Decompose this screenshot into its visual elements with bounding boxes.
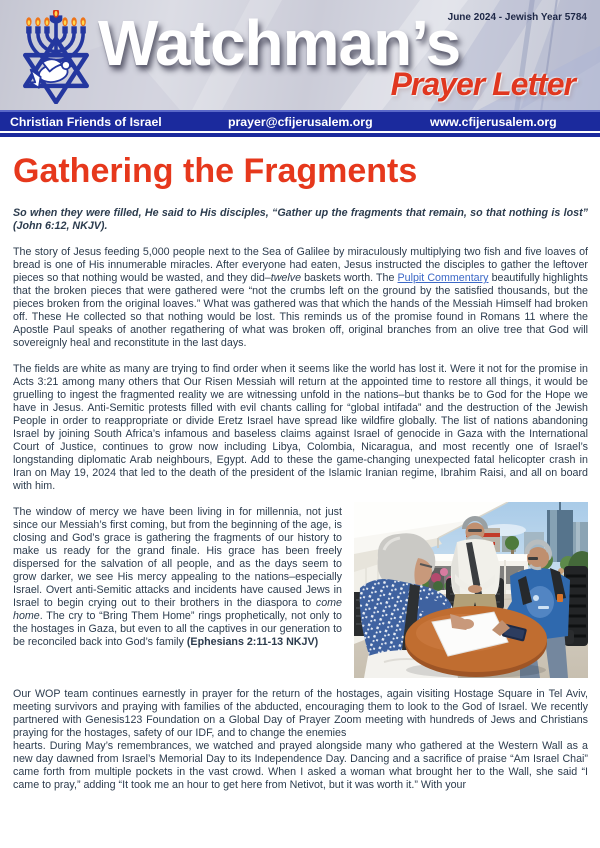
- pulpit-commentary-link[interactable]: Pulpit Commentary: [397, 272, 489, 284]
- paragraph-4-text: hearts. During May’s remembrances, we watched and prayed alongside many who gathered at the Western Wall as a new day dawned from Israel’s Memorial Day to its Independence Day. Dancing and a sacrifice of praise “Am Israel Chai” came forth from multiple pockets in the vast crowd. When I asked a woman what brought her to the Wall, she said “I came to pray,” adding “It took me an hour to get here from Netivot, but it was worth it.” With your: [13, 740, 588, 791]
- masthead-subtitle: Prayer Letter: [390, 66, 575, 102]
- paragraph-2: The fields are white as many are trying to find order when it seems like the world has lost it. Were it not for the promise in Acts 3:21 among many others that Our Risen Messiah will return at the appointed time to restore all things, it would be gruelling to ingest the fragmented reality we are witnessing unfold in the nations–but thanks be to God for the Hope we have in Jesus. Anti-Semitic protests filled with evil chants calling for “global intifada” and the destruction of the Jewish People in order to reappropriate or divide Eretz Israel have spread like wildfire globally. The list of nations abandoning Israel by joining South Africa’s infamous and baseless claims against Israel of genocide in Gaza with the International Court of Justice, continues to grow now including Libya, Colombia, Nicaragua, and most recently one of Israel’s longstanding diplomatic Arab neighbours, Egypt. Add to these the game-changing unexpected fatal helicopter crash in Iran on May 19, 2024 that led to the death of the president of the Islamic Iranian regime, Ibrahim Raisi, and all on board with him.: [13, 363, 588, 492]
- cfi-logo: [8, 10, 104, 104]
- masthead-title: Watchman’s: [98, 7, 461, 79]
- scripture-reference: (Ephesians 2:11-13 NKJV): [186, 636, 319, 648]
- paragraph-1-text: beautifully highlights that the broken pieces that were gathered were “not the crumbs left on the ground by the satisfied thousands, but the pieces broken from the original loaves.” What was gathered was that which the hands of the Messiah Himself had broken off. These He collected so that nothing would be lost. This reminds us of the promise found in Romans 11 where the Apostle Paul speaks of another regathering of what was broken off, original branches from an olive tree that God will sovereignly heal and reconstitute in the last days.: [13, 272, 588, 349]
- newsletter-masthead: [0, 0, 600, 110]
- scripture-verse: So when they were filled, He said to His disciples, “Gather up the fragments that remain, so that nothing is lost” (John 6:12, NKJV).: [13, 207, 588, 232]
- contact-email-link[interactable]: prayer@cfijerusalem.org: [228, 115, 373, 129]
- photo-table: [405, 606, 547, 678]
- article-headline: Gathering the Fragments: [13, 152, 418, 190]
- org-name: Christian Friends of Israel: [10, 115, 162, 129]
- contact-bar: [0, 110, 600, 137]
- paragraph-4: [13, 688, 588, 792]
- paragraph-3-italic: come home: [13, 597, 342, 622]
- paragraph-1-text: The story of Jesus feeding 5,000 people next to the Sea of Galilee by miraculously multiplying two fish and five loaves of bread is one of His innumerable miracles. After everyone had eaten, Jesus instructed the disciples to gather the leftover pieces so that nothing would be wasted, and they did–: [13, 246, 588, 284]
- paragraph-3-section: [13, 506, 588, 649]
- hostage-square-prayer-photo: [354, 502, 588, 678]
- paragraph-4-text: Our WOP team continues earnestly in prayer for the return of the hostages, again visiting Hostage Square in Tel Aviv, meeting survivors and praying with families of the abducted, encouraging them to look to the God of Israel. We recently partnered with Genesis123 Foundation on a Global Day of Prayer Zoom meeting with hundreds of Jews and Christians praying for the hostages, safety of our IDF, and to change the enemies: [13, 688, 588, 739]
- article-body: [0, 153, 600, 792]
- paragraph-3-text: The window of mercy we have been living in for millennia, not just since our Messiah’s first coming, but from the beginning of the age, is closing and God’s grace is gathering the fragments of our history to make us ready for the grand finale. His grace has been freely dispersed for the salvation of all people, and as the days seem to grow darker, we see His mercy appealing to the nations–especially Israel. Overt anti-Semitic attacks and incidents have caused Jews in Israel to begin crying out to their brothers in the diaspora to: [13, 506, 342, 609]
- website-link[interactable]: www.cfijerusalem.org: [430, 115, 557, 129]
- paragraph-1-italic: twelve: [270, 272, 302, 284]
- paragraph-1-text: baskets worth. The: [301, 272, 398, 284]
- paragraph-1: [13, 246, 588, 350]
- issue-date: June 2024 - Jewish Year 5784: [447, 12, 587, 23]
- paragraph-3-text: . The cry to “Bring Them Home” rings prophetically, not only to the hostages in Gaza, but even to all the captives in our generation to be reconciled back into God’s family: [13, 610, 342, 648]
